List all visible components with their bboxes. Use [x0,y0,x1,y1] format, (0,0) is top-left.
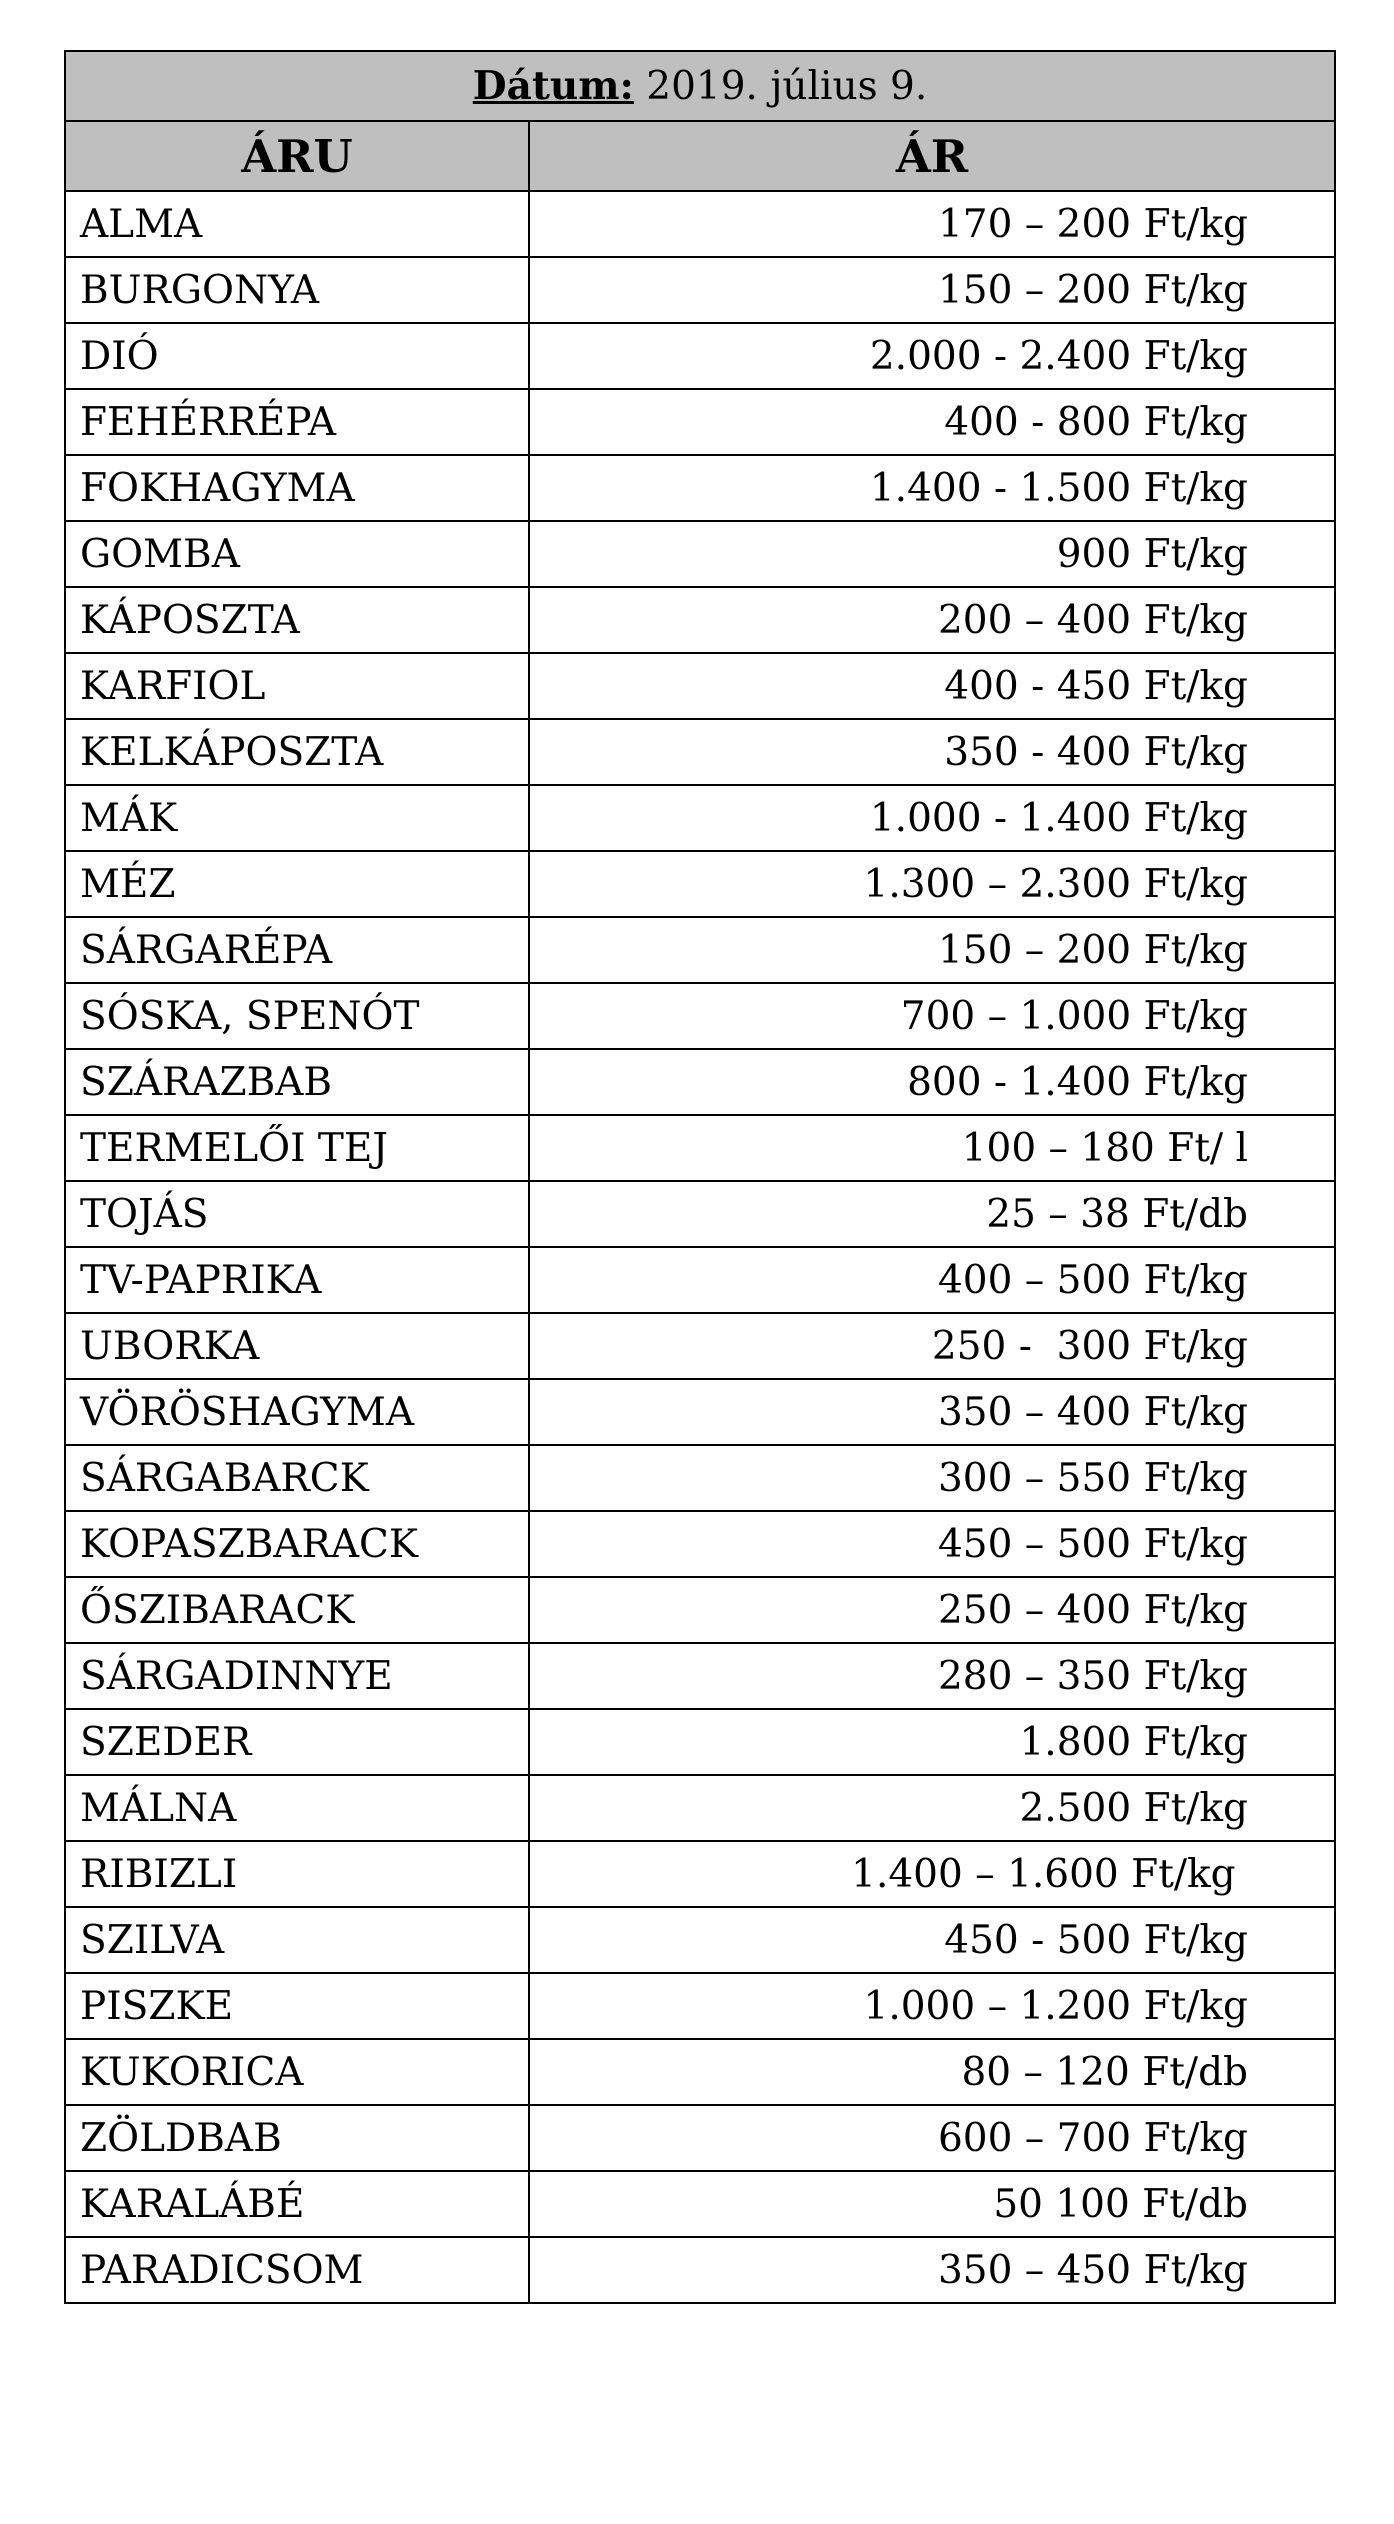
item-name-cell: SZEDER [65,1709,529,1775]
item-price-cell: 50 100 Ft/db [529,2171,1335,2237]
table-row [65,917,1335,983]
item-price-cell: 400 - 800 Ft/kg [529,389,1335,455]
header-item: ÁRU [65,121,529,191]
table-row [65,1115,1335,1181]
item-price-cell: 2.000 - 2.400 Ft/kg [529,323,1335,389]
item-name-cell: ŐSZIBARACK [65,1577,529,1643]
table-row [65,1709,1335,1775]
item-name-cell: SÓSKA, SPENÓT [65,983,529,1049]
header-row [65,121,1335,191]
item-name-cell: FOKHAGYMA [65,455,529,521]
table-row [65,1841,1335,1907]
item-price-cell: 100 – 180 Ft/ l [529,1115,1335,1181]
item-price-cell: 250 - 300 Ft/kg [529,1313,1335,1379]
item-name-cell: GOMBA [65,521,529,587]
item-price-cell: 250 – 400 Ft/kg [529,1577,1335,1643]
item-price-cell: 1.300 – 2.300 Ft/kg [529,851,1335,917]
item-price-cell: 700 – 1.000 Ft/kg [529,983,1335,1049]
date-value: 2019. július 9. [633,64,928,109]
item-name-cell: UBORKA [65,1313,529,1379]
item-price-cell: 600 – 700 Ft/kg [529,2105,1335,2171]
item-price-cell: 450 - 500 Ft/kg [529,1907,1335,1973]
table-row [65,1049,1335,1115]
date-row [65,51,1335,121]
item-name-cell: KARFIOL [65,653,529,719]
item-name-cell: KÁPOSZTA [65,587,529,653]
table-row [65,191,1335,257]
table-row [65,653,1335,719]
item-name-cell: SÁRGARÉPA [65,917,529,983]
table-row [65,389,1335,455]
table-row [65,1313,1335,1379]
table-row [65,1511,1335,1577]
table-row [65,2237,1335,2303]
header-price: ÁR [529,121,1335,191]
item-price-cell: 1.400 – 1.600 Ft/kg [529,1841,1335,1907]
item-name-cell: SÁRGABARCK [65,1445,529,1511]
price-table [64,50,1336,2304]
item-name-cell: VÖRÖSHAGYMA [65,1379,529,1445]
item-name-cell: BURGONYA [65,257,529,323]
item-price-cell: 25 – 38 Ft/db [529,1181,1335,1247]
item-price-cell: 1.800 Ft/kg [529,1709,1335,1775]
item-name-cell: DIÓ [65,323,529,389]
table-row [65,587,1335,653]
table-row [65,1973,1335,2039]
table-row [65,521,1335,587]
item-name-cell: KUKORICA [65,2039,529,2105]
item-price-cell: 350 – 400 Ft/kg [529,1379,1335,1445]
item-price-cell: 900 Ft/kg [529,521,1335,587]
item-name-cell: PARADICSOM [65,2237,529,2303]
item-name-cell: TOJÁS [65,1181,529,1247]
table-row [65,455,1335,521]
table-row [65,1181,1335,1247]
table-row [65,2039,1335,2105]
item-name-cell: TV-PAPRIKA [65,1247,529,1313]
item-name-cell: FEHÉRRÉPA [65,389,529,455]
table-row [65,785,1335,851]
item-price-cell: 1.400 - 1.500 Ft/kg [529,455,1335,521]
item-price-cell: 150 – 200 Ft/kg [529,257,1335,323]
item-price-cell: 80 – 120 Ft/db [529,2039,1335,2105]
item-price-cell: 400 - 450 Ft/kg [529,653,1335,719]
date-label: Dátum: [472,63,634,109]
item-name-cell: MÁK [65,785,529,851]
item-price-cell: 400 – 500 Ft/kg [529,1247,1335,1313]
item-name-cell: TERMELŐI TEJ [65,1115,529,1181]
item-price-cell: 300 – 550 Ft/kg [529,1445,1335,1511]
item-price-cell: 170 – 200 Ft/kg [529,191,1335,257]
item-price-cell: 800 - 1.400 Ft/kg [529,1049,1335,1115]
date-cell [65,51,1335,121]
item-price-cell: 450 – 500 Ft/kg [529,1511,1335,1577]
price-table-body [65,51,1335,2303]
item-name-cell: KELKÁPOSZTA [65,719,529,785]
table-row [65,257,1335,323]
table-row [65,851,1335,917]
item-price-cell: 280 – 350 Ft/kg [529,1643,1335,1709]
item-name-cell: SZÁRAZBAB [65,1049,529,1115]
table-row [65,1907,1335,1973]
table-row [65,1577,1335,1643]
item-price-cell: 1.000 – 1.200 Ft/kg [529,1973,1335,2039]
item-price-cell: 1.000 - 1.400 Ft/kg [529,785,1335,851]
item-price-cell: 2.500 Ft/kg [529,1775,1335,1841]
item-name-cell: SZILVA [65,1907,529,1973]
table-row [65,1775,1335,1841]
item-price-cell: 200 – 400 Ft/kg [529,587,1335,653]
item-price-cell: 350 - 400 Ft/kg [529,719,1335,785]
item-name-cell: RIBIZLI [65,1841,529,1907]
item-price-cell: 350 – 450 Ft/kg [529,2237,1335,2303]
table-row [65,2105,1335,2171]
table-row [65,1445,1335,1511]
item-price-cell: 150 – 200 Ft/kg [529,917,1335,983]
item-name-cell: SÁRGADINNYE [65,1643,529,1709]
item-name-cell: ZÖLDBAB [65,2105,529,2171]
item-name-cell: MÁLNA [65,1775,529,1841]
item-name-cell: MÉZ [65,851,529,917]
table-row [65,1643,1335,1709]
item-name-cell: KARALÁBÉ [65,2171,529,2237]
table-row [65,719,1335,785]
table-row [65,2171,1335,2237]
table-row [65,1379,1335,1445]
item-name-cell: PISZKE [65,1973,529,2039]
item-name-cell: ALMA [65,191,529,257]
table-row [65,323,1335,389]
table-row [65,983,1335,1049]
table-row [65,1247,1335,1313]
item-name-cell: KOPASZBARACK [65,1511,529,1577]
